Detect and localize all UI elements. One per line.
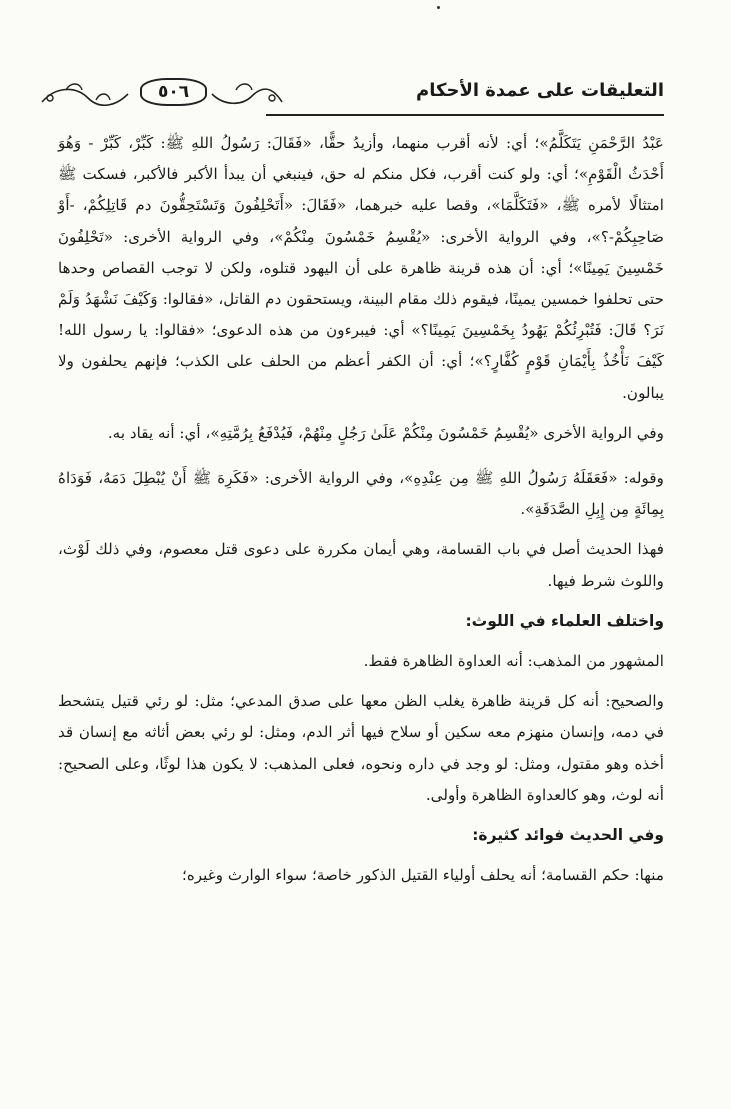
page-header xyxy=(36,70,664,120)
paragraph-4: فهذا الحديث أصل في باب القسامة، وهي أيمان مكررة على دعوى قتل معصوم، وفي ذلك لَوْث، واللوث شرط فيها. xyxy=(58,540,664,590)
paragraph-5: المشهور من المذهب: أنه العداوة الظاهرة فقط. xyxy=(363,652,664,671)
section-heading-lawth: واختلف العلماء في اللوث: xyxy=(465,611,664,630)
paragraph-7: منها: حكم القسامة؛ أنه يحلف أولياء القتيل الذكور خاصة؛ سواء الوارث وغيره؛ xyxy=(182,866,664,885)
page-body xyxy=(58,128,664,891)
header-rule xyxy=(266,114,664,116)
section-heading-benefits: وفي الحديث فوائد كثيرة: xyxy=(472,826,664,845)
paragraph-3: وقوله: «فَعَقَلَهُ رَسُولُ اللهِ ﷺ مِن عِنْدِهِ»، وفي الرواية الأخرى: «فَكَرِهَ ﷺ أَنْ يُبْطِلَ دَمَهُ، فَوَدَاهُ بِمِائَةٍ مِن إِبِلِ الصَّدَقَةِ». xyxy=(58,469,664,519)
paragraph-6: والصحيح: أنه كل قرينة ظاهرة يغلب الظن معها على صدق المدعي؛ مثل: لو رئي قتيل يتشحط في دمه، وإنسان منهزم معه سكين أو سلاح فيها أثر الدم، ومثل: لو رئي بعض أثاثه مع إنسان قد أخذه وهو مقتول، ومثل: لو وجد في داره ونحوه، فعلى المذهب: لا يكون هذا لوثًا، وعلى الصحيح: أنه لوث، وهو كالعداوة الظاهرة وأولى. xyxy=(58,692,664,804)
page-number: ٥٠٦ xyxy=(140,78,207,106)
running-title: التعليقات على عمدة الأحكام xyxy=(416,80,664,101)
paragraph-1: عَبْدُ الرَّحْمَنِ يَتَكَلَّمُ»؛ أي: لأنه أقرب منهما، وأزيدُ حقًّا، «فَقَالَ: رَسُولُ اللهِ ﷺ: كَبِّرْ، كَبِّرْ - وَهُوَ أَحْدَثُ الْقَوْمِ»؛ أي: ولو كنت أقرب، فكل منكم له حق، فينبغي أن يبدأ الأكبر فالأكبر، فسكت ﷺ امتثالًا لأمره ﷺ، «فَتَكَلَّمَا»، وقصا عليه خبرهما، «فَقَالَ: «أَتَحْلِفُونَ وَتَسْتَحِقُّونَ دم قَاتِلِكُمْ، -أَوْ صَاحِبِكُمْ-؟»، وفي الرواية الأخرى: «يُقْسِمُ خَمْسُونَ مِنْكُمْ»، وفي الرواية الأخرى: «تَحْلِفُونَ خَمْسِينَ يَمِينًا»؛ أي: أن هذه قرينة ظاهرة على أن اليهود قتلوه، ولكن لا توجب القصاص وحدها حتى تحلفوا خمسين يمينًا، فيقوم ذلك مقام البينة، ويستحقون دم القاتل، «فقالوا: وَكَيْفَ نَشْهَدُ وَلَمْ نَرَ؟ قَالَ: فَتُبْرِئُكُمْ يَهُودُ بِخَمْسِينَ يَمِينًا؟» أي: فيبرءون من هذه الدعوى؛ «فقالوا: يا رسول الله! كَيْفَ نَأْخُذُ بِأَيْمَانِ قَوْمٍ كُفَّارٍ؟»؛ أي: أن الكفر أعظم من الحلف على الكذب؛ فإنهم يحلفون ولا يبالون. xyxy=(58,134,664,402)
scan-speck xyxy=(437,6,440,9)
paragraph-2: وفي الرواية الأخرى «يُقْسِمُ خَمْسُونَ مِنْكُمْ عَلَىٰ رَجُلٍ مِنْهُمْ، فَيُدْفَعُ بِرُمَّتِهِ»، أي: أنه يقاد به. xyxy=(107,423,664,442)
